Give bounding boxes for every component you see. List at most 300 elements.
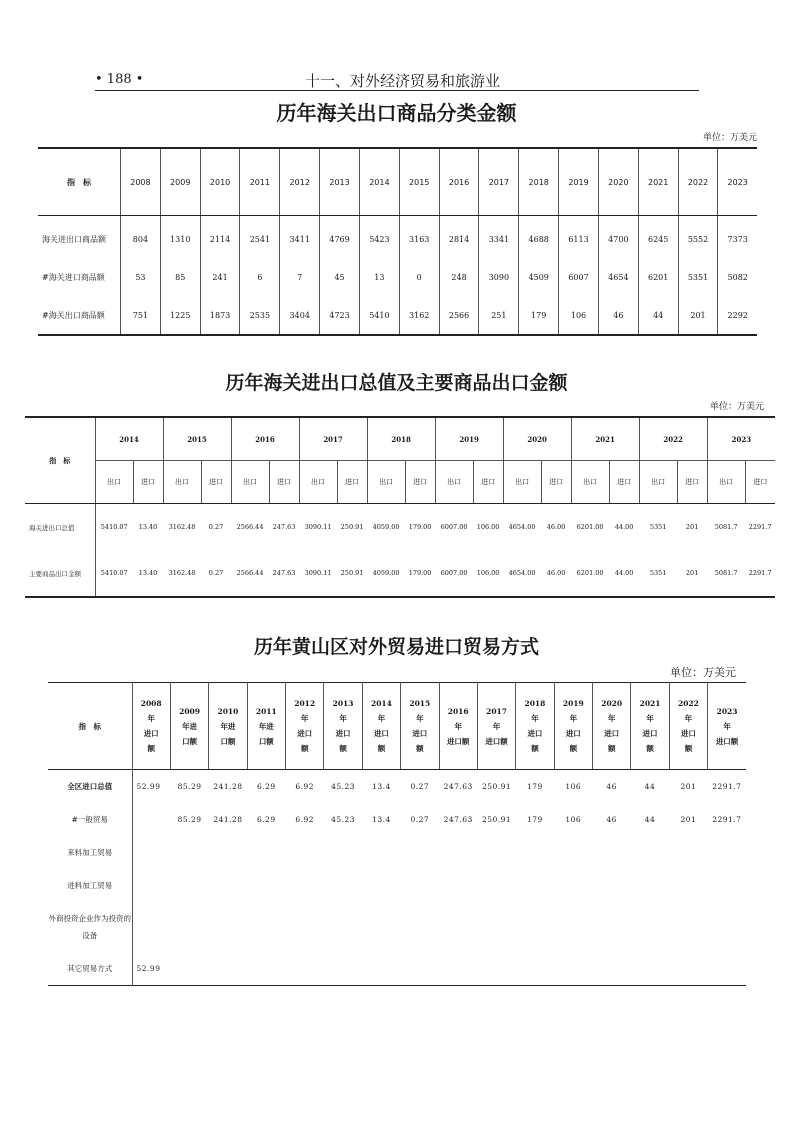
table3-year-header xyxy=(554,683,592,770)
export-subheader: 出口 xyxy=(231,461,269,504)
table-cell: 4700 xyxy=(598,216,638,259)
table-cell xyxy=(669,836,707,869)
table-cell xyxy=(477,836,515,869)
header-line: 进口 xyxy=(565,729,581,738)
table-cell: 247.63 xyxy=(272,569,296,577)
header-line: 口额 xyxy=(258,736,274,746)
import-subheader: 进口 xyxy=(609,461,639,504)
row-label: #海关出口商品额 xyxy=(42,310,105,320)
header-line: 年 xyxy=(377,714,386,723)
table-cell: 0.27 xyxy=(208,523,224,531)
table-cell xyxy=(247,952,285,986)
table2-year-row xyxy=(25,417,775,461)
table-cell: 6245 xyxy=(638,216,678,259)
import-subheader: 进口 xyxy=(473,461,503,504)
header-line: 进口额 xyxy=(446,736,470,746)
table1-year-header: 2016 xyxy=(439,148,479,216)
header-line: 年 xyxy=(531,714,539,723)
table-cell xyxy=(362,952,400,986)
export-subheader: 出口 xyxy=(571,461,609,504)
table-cell: 85.29 xyxy=(177,815,202,824)
table-cell: 44.00 xyxy=(614,569,634,577)
header-line: 年 xyxy=(147,714,155,723)
table-cell xyxy=(286,952,324,986)
table-cell xyxy=(324,869,362,902)
table-cell xyxy=(439,869,477,902)
header-line: 2020 xyxy=(601,699,623,708)
export-subheader: 出口 xyxy=(639,461,677,504)
import-subheader: 进口 xyxy=(541,461,571,504)
table-cell: 4509 xyxy=(519,258,559,296)
table-cell: 201 xyxy=(680,815,697,824)
table-cell xyxy=(401,869,439,902)
header-line: 2014 xyxy=(371,699,392,708)
table3-header-label: 指 标 xyxy=(48,683,132,770)
header-line: 2023 xyxy=(716,706,738,716)
table-cell: 250.91 xyxy=(481,815,512,824)
table-cell: 241.28 xyxy=(213,782,243,791)
table2-unit: 单位：万美元 xyxy=(709,402,764,412)
table-cell: 5423 xyxy=(359,216,399,259)
header-line: 2019 xyxy=(562,699,584,708)
export-subheader: 出口 xyxy=(707,461,745,504)
row-label: 来料加工贸易 xyxy=(48,836,132,869)
table2-year-header: 2015 xyxy=(163,417,231,461)
table-cell: 53 xyxy=(121,258,161,296)
table-cell: 6113 xyxy=(559,216,599,259)
header-line: 额 xyxy=(607,744,616,753)
header-line: 年进 xyxy=(182,721,198,731)
table3-year-header xyxy=(247,683,285,770)
table-cell: 250.91 xyxy=(340,523,364,531)
header-line: 年 xyxy=(339,714,347,723)
table-cell: 46.00 xyxy=(546,523,566,531)
table-cell: 5410.07 xyxy=(100,523,128,531)
header-line: 额 xyxy=(684,744,693,753)
table-cell: 2566.44 xyxy=(236,569,264,577)
header-line: 年 xyxy=(492,721,501,731)
table-cell xyxy=(132,836,170,869)
table-cell: 179 xyxy=(527,782,543,791)
table-cell xyxy=(170,902,208,952)
table3-year-header xyxy=(362,683,400,770)
table-cell: 2291.7 xyxy=(748,569,772,577)
header-line: 年 xyxy=(300,714,309,723)
export-subheader: 出口 xyxy=(435,461,473,504)
table-cell xyxy=(593,836,631,869)
table-cell xyxy=(593,952,631,986)
table-cell: 247.63 xyxy=(443,782,473,791)
table-cell: 85 xyxy=(160,258,200,296)
table-cell: 85.29 xyxy=(177,782,202,791)
row-label: 主要商品出口金额 xyxy=(25,550,95,597)
table-cell: 3162.48 xyxy=(168,523,196,531)
table-cell xyxy=(631,869,669,902)
table-cell: 0.27 xyxy=(208,569,224,577)
table3-year-header xyxy=(669,683,707,770)
table3-year-header xyxy=(401,683,439,770)
table2-year-header: 2021 xyxy=(571,417,639,461)
table-cell: 5082 xyxy=(718,258,757,296)
header-line: 额 xyxy=(147,744,155,753)
table3 xyxy=(48,682,746,986)
row-label: 全区进口总值 xyxy=(48,770,132,804)
table-cell: 3090.11 xyxy=(304,569,332,577)
table-cell: 7 xyxy=(280,258,320,296)
table-cell xyxy=(401,952,439,986)
table-row xyxy=(48,952,746,986)
row-label: #海关进口商品额 xyxy=(42,272,105,282)
table-cell xyxy=(516,836,554,869)
row-label: 海关进出口总值 xyxy=(25,504,95,551)
table-row xyxy=(38,258,757,296)
row-label: 外商投资企业作为投资的设备 xyxy=(48,902,132,952)
table-cell: 241.28 xyxy=(213,815,243,824)
table-cell xyxy=(209,869,247,902)
table-cell: 3411 xyxy=(280,216,320,259)
table-cell xyxy=(669,952,707,986)
header-rule xyxy=(95,90,699,91)
table3-year-header xyxy=(631,683,669,770)
row-label: 海关进出口商品额 xyxy=(42,234,106,244)
table-cell: 0.27 xyxy=(410,782,430,791)
header-line: 进口 xyxy=(642,729,658,738)
table-cell: 247.63 xyxy=(272,523,296,531)
export-subheader: 出口 xyxy=(163,461,201,504)
table-cell: 4654.00 xyxy=(508,569,536,577)
table2-year-header: 2017 xyxy=(299,417,367,461)
page-number: • 188 • xyxy=(95,72,144,87)
table-cell xyxy=(477,902,515,952)
table3-year-header xyxy=(324,683,362,770)
header-line: 进口 xyxy=(527,729,543,738)
header-line: 进口 xyxy=(604,729,620,738)
table-cell xyxy=(593,869,631,902)
header-line: 进口 xyxy=(412,729,428,738)
export-subheader: 出口 xyxy=(95,461,133,504)
table-cell: 13.40 xyxy=(138,523,158,531)
table-cell: 2114 xyxy=(200,216,240,259)
table1-unit: 单位：万美元 xyxy=(702,133,757,143)
table-cell: 6.92 xyxy=(295,782,315,791)
header-line: 2012 xyxy=(294,699,316,708)
table-cell xyxy=(324,952,362,986)
import-subheader: 进口 xyxy=(337,461,367,504)
table3-year-header xyxy=(132,683,170,770)
table-cell: 4769 xyxy=(320,216,360,259)
table3-year-header xyxy=(708,683,746,770)
table-cell xyxy=(708,869,746,902)
table-cell: 250.91 xyxy=(340,569,364,577)
header-line: 年进 xyxy=(220,721,236,731)
table-cell xyxy=(247,869,285,902)
table-row xyxy=(38,296,757,335)
header-line: 额 xyxy=(339,744,347,753)
header-line: 年 xyxy=(723,721,731,731)
header-line: 2010 xyxy=(217,706,239,716)
table1-year-header: 2015 xyxy=(399,148,439,216)
header-line: 额 xyxy=(569,744,578,753)
row-label: #一般贸易 xyxy=(48,803,132,836)
table-cell: 5081.7 xyxy=(714,523,738,531)
table-cell: 201 xyxy=(680,782,697,791)
table2-year-header: 2014 xyxy=(95,417,163,461)
table-cell xyxy=(170,869,208,902)
table-row xyxy=(25,550,775,597)
table-cell xyxy=(554,869,592,902)
table-cell xyxy=(362,869,400,902)
table-row xyxy=(48,770,746,804)
table2-year-header: 2022 xyxy=(639,417,707,461)
table-row xyxy=(48,803,746,836)
table-cell: 6.29 xyxy=(256,815,276,824)
header-line: 进口 xyxy=(297,729,313,738)
table-cell: 804 xyxy=(121,216,161,259)
table-cell: 241 xyxy=(200,258,240,296)
header-line: 口额 xyxy=(182,736,198,746)
table-cell: 44.00 xyxy=(614,523,634,531)
header-line: 额 xyxy=(300,744,309,753)
table-row xyxy=(48,902,746,952)
row-label: 进料加工贸易 xyxy=(48,869,132,902)
table-cell: 106.00 xyxy=(476,569,500,577)
table-cell xyxy=(708,952,746,986)
table-cell xyxy=(286,836,324,869)
table-cell: 250.91 xyxy=(481,782,512,791)
table-cell: 4059.00 xyxy=(372,523,400,531)
header-line: 进口额 xyxy=(715,736,739,746)
table-cell: 2291.7 xyxy=(748,523,772,531)
table-cell xyxy=(401,902,439,952)
table-cell xyxy=(516,869,554,902)
header-line: 2022 xyxy=(678,699,699,708)
table-cell: 5081.7 xyxy=(714,569,738,577)
table-cell: 179 xyxy=(527,815,543,824)
table3-year-header xyxy=(209,683,247,770)
table-cell: 13 xyxy=(359,258,399,296)
table-cell xyxy=(362,836,400,869)
table-cell: 201 xyxy=(678,296,718,335)
table-cell xyxy=(516,952,554,986)
table3-title: 历年黄山区对外贸易进口贸易方式 xyxy=(253,636,539,658)
table1-year-header: 2010 xyxy=(200,148,240,216)
header-line: 2008 xyxy=(140,699,162,708)
table2 xyxy=(25,416,775,598)
table-cell: 179.00 xyxy=(408,523,432,531)
table-cell: 6201.00 xyxy=(576,523,604,531)
table-cell: 6 xyxy=(240,258,280,296)
table-cell: 46 xyxy=(606,815,617,824)
table-cell: 6201 xyxy=(638,258,678,296)
table-cell: 45 xyxy=(320,258,360,296)
table-cell: 1873 xyxy=(200,296,240,335)
table-row xyxy=(48,836,746,869)
table-cell: 6007 xyxy=(559,258,599,296)
table-cell: 44 xyxy=(638,296,678,335)
table-cell xyxy=(132,803,170,836)
table-row xyxy=(38,216,757,259)
table-cell: 46.00 xyxy=(546,569,566,577)
table-cell xyxy=(439,836,477,869)
header-line: 进口 xyxy=(335,729,351,738)
table-cell xyxy=(554,952,592,986)
table-cell: 5351 xyxy=(649,569,667,577)
header-line: 年 xyxy=(454,721,462,731)
table-cell: 4059.00 xyxy=(372,569,400,577)
table-cell: 13.4 xyxy=(372,815,391,824)
header-line: 口额 xyxy=(220,736,236,746)
table-cell: 6201.00 xyxy=(576,569,604,577)
table1-year-header: 2019 xyxy=(559,148,599,216)
table2-title: 历年海关进出口总值及主要商品出口金额 xyxy=(225,372,568,394)
header-line: 额 xyxy=(416,744,424,753)
header-line: 年 xyxy=(684,714,693,723)
table-cell xyxy=(170,836,208,869)
table1-year-header: 2009 xyxy=(160,148,200,216)
table-row xyxy=(25,504,775,551)
table-cell: 6.29 xyxy=(256,782,276,791)
table3-year-header xyxy=(477,683,515,770)
table-cell: 1310 xyxy=(160,216,200,259)
table-cell: 179.00 xyxy=(408,569,432,577)
table-cell: 2541 xyxy=(240,216,280,259)
table-cell: 13.4 xyxy=(372,782,391,791)
table-cell: 5552 xyxy=(678,216,718,259)
table2-header-label: 指 标 xyxy=(25,417,95,504)
import-subheader: 进口 xyxy=(269,461,299,504)
import-subheader: 进口 xyxy=(745,461,775,504)
table-cell: 0.27 xyxy=(410,815,430,824)
table-cell: 3162.48 xyxy=(168,569,196,577)
table-cell: 251 xyxy=(479,296,519,335)
table3-year-header xyxy=(286,683,324,770)
table3-year-header xyxy=(516,683,554,770)
table-cell xyxy=(209,836,247,869)
table-cell: 46 xyxy=(606,782,617,791)
header-line: 进口 xyxy=(373,729,389,738)
table-cell xyxy=(247,836,285,869)
header-line: 进口额 xyxy=(485,736,508,746)
table-cell: 4654 xyxy=(598,258,638,296)
table-cell: 6.92 xyxy=(295,815,315,824)
table2-year-header: 2016 xyxy=(231,417,299,461)
header-line: 2021 xyxy=(639,699,661,708)
table1-year-header: 2008 xyxy=(121,148,161,216)
header-line: 2011 xyxy=(255,706,277,716)
table2-year-header: 2020 xyxy=(503,417,571,461)
table2-year-header: 2019 xyxy=(435,417,503,461)
header-line: 2009 xyxy=(179,706,200,716)
table-cell: 1225 xyxy=(160,296,200,335)
table3-year-header xyxy=(439,683,477,770)
table-cell: 5410.07 xyxy=(100,569,128,577)
table-cell: 3090 xyxy=(479,258,519,296)
table3-header-row xyxy=(48,683,746,770)
header-line: 2017 xyxy=(486,706,507,716)
table-cell xyxy=(209,952,247,986)
table1-year-header: 2023 xyxy=(718,148,757,216)
table1-year-header: 2014 xyxy=(359,148,399,216)
table1-year-header: 2021 xyxy=(638,148,678,216)
table2-year-header: 2018 xyxy=(367,417,435,461)
table-cell: 2566.44 xyxy=(236,523,264,531)
table-cell: 46 xyxy=(598,296,638,335)
table-cell: 13.40 xyxy=(138,569,158,577)
table-cell xyxy=(669,902,707,952)
table-cell: 5351 xyxy=(649,523,667,531)
header-line: 年 xyxy=(416,714,424,723)
table-cell: 106 xyxy=(565,782,582,791)
table-cell xyxy=(362,902,400,952)
table-cell: 5410 xyxy=(359,296,399,335)
header-line: 2016 xyxy=(447,706,469,716)
table-cell xyxy=(554,902,592,952)
table1-year-header: 2013 xyxy=(320,148,360,216)
table-cell: 3341 xyxy=(479,216,519,259)
table3-year-header xyxy=(593,683,631,770)
table-cell: 751 xyxy=(121,296,161,335)
table-cell xyxy=(593,902,631,952)
table-cell: 44 xyxy=(644,815,656,824)
table3-unit: 单位：万美元 xyxy=(670,666,736,679)
table-row xyxy=(48,869,746,902)
table-cell xyxy=(324,836,362,869)
table2-year-header: 2023 xyxy=(707,417,775,461)
table-cell: 4723 xyxy=(320,296,360,335)
header-line: 进口 xyxy=(143,729,159,738)
table-cell xyxy=(631,952,669,986)
table3-year-header xyxy=(170,683,208,770)
table1-year-header: 2022 xyxy=(678,148,718,216)
table-cell: 201 xyxy=(685,569,699,577)
table-cell xyxy=(209,902,247,952)
table-cell xyxy=(439,902,477,952)
table-cell: 2291.7 xyxy=(712,782,742,791)
header-line: 年 xyxy=(607,714,616,723)
table-cell: 106 xyxy=(565,815,582,824)
table-cell: 2566 xyxy=(439,296,479,335)
table-cell: 4654.00 xyxy=(508,523,536,531)
table-cell xyxy=(439,952,477,986)
table-cell xyxy=(631,836,669,869)
table-cell xyxy=(631,902,669,952)
section-title: 十一、对外经济贸易和旅游业 xyxy=(305,72,501,90)
table-cell: 248 xyxy=(439,258,479,296)
header-line: 额 xyxy=(531,744,539,753)
import-subheader: 进口 xyxy=(133,461,163,504)
table2-sub-row xyxy=(25,461,775,504)
table-cell xyxy=(132,902,170,952)
table-cell xyxy=(477,952,515,986)
row-label: 其它贸易方式 xyxy=(48,952,132,986)
table-cell: 52.99 xyxy=(136,964,161,973)
table-cell: 2535 xyxy=(240,296,280,335)
import-subheader: 进口 xyxy=(405,461,435,504)
header-line: 年 xyxy=(569,714,578,723)
table1-year-header: 2020 xyxy=(598,148,638,216)
table-cell xyxy=(286,869,324,902)
table-cell xyxy=(708,836,746,869)
table-cell: 4688 xyxy=(519,216,559,259)
table-cell: 2292 xyxy=(718,296,757,335)
table-cell: 5351 xyxy=(678,258,718,296)
import-subheader: 进口 xyxy=(201,461,231,504)
table-cell: 3162 xyxy=(399,296,439,335)
table-cell: 7373 xyxy=(718,216,757,259)
table1-header-label: 指 标 xyxy=(38,148,121,216)
table-cell: 2291.7 xyxy=(712,815,742,824)
table-cell: 52.99 xyxy=(136,782,161,791)
